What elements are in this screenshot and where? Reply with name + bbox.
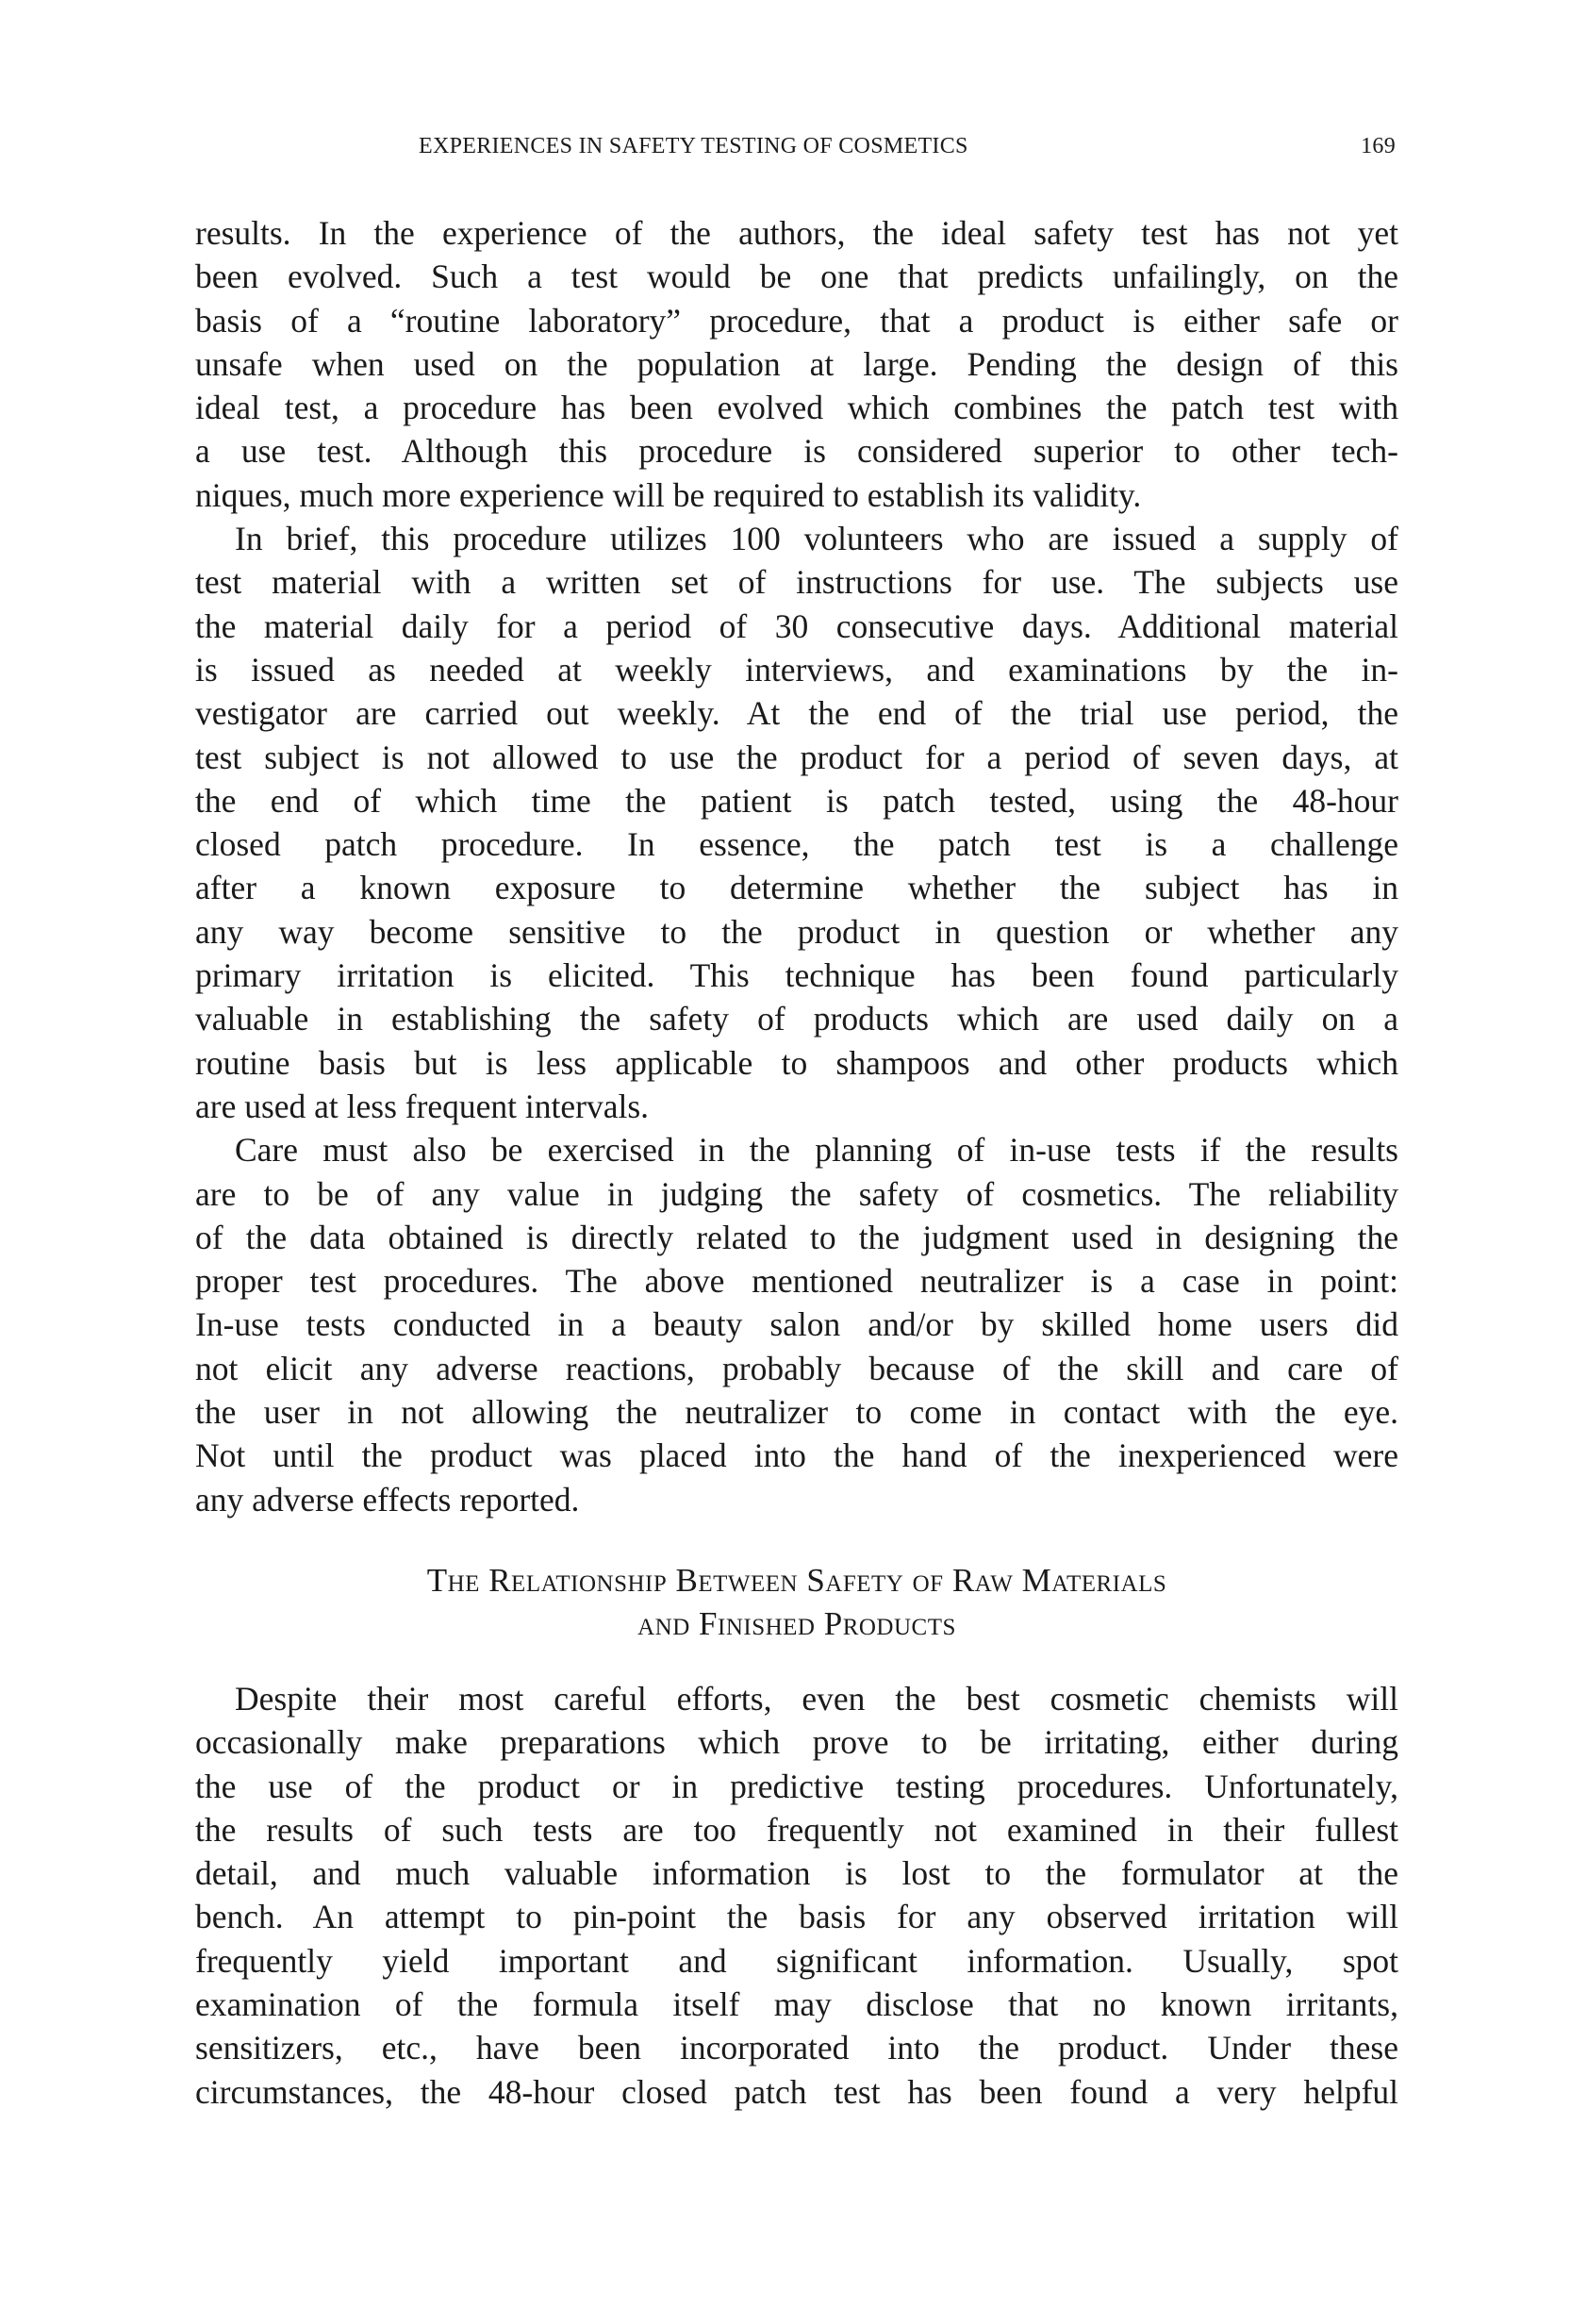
- text-line: the end of which time the patient is patch tested, using the 48-hour: [195, 781, 1398, 820]
- paragraph-3: [195, 1128, 1398, 1521]
- text-line: test material with a written set of instructions for use. The subjects use: [195, 563, 1398, 602]
- text-line: examination of the formula itself may disclose that no known irritants,: [195, 1984, 1398, 2023]
- text-line: bench. An attempt to pin-point the basis for any observed irritation will: [195, 1898, 1398, 1936]
- text-line: circumstances, the 48-hour closed patch test has been found a very helpful: [195, 2072, 1398, 2111]
- text-line: the user in not allowing the neutralizer to come in contact with the eye.: [195, 1393, 1398, 1432]
- running-head: [196, 134, 1396, 172]
- text-line: basis of a “routine laboratory” procedure, that a product is either safe or: [195, 301, 1398, 340]
- text-line: a use test. Although this procedure is considered superior to other tech-: [195, 432, 1398, 471]
- text-line: proper test procedures. The above mentioned neutralizer is a case in point:: [195, 1262, 1398, 1301]
- text-line: valuable in establishing the safety of products which are used daily on a: [195, 1000, 1398, 1038]
- text-line: vestigator are carried out weekly. At the end of the trial use period, the: [195, 694, 1398, 733]
- body-text: [195, 211, 1398, 2114]
- text-line: the use of the product or in predictive testing procedures. Unfortunately,: [195, 1767, 1398, 1805]
- text-line: occasionally make preparations which prove to be irritating, either during: [195, 1723, 1398, 1762]
- paragraph-2: [195, 517, 1398, 1128]
- text-line: closed patch procedure. In essence, the patch test is a challenge: [195, 825, 1398, 864]
- text-line: are to be of any value in judging the safety of cosmetics. The reliability: [195, 1174, 1398, 1213]
- paragraph-4: [195, 1677, 1398, 2114]
- text-line: In-use tests conducted in a beauty salon and/or by skilled home users did: [195, 1305, 1398, 1344]
- section-heading-line-1: The Relationship Between Safety of Raw Materials: [426, 1561, 1167, 1599]
- text-line: is issued as needed at weekly interviews, and examinations by the in-: [195, 650, 1398, 689]
- text-line: the material daily for a period of 30 consecutive days. Additional material: [195, 606, 1398, 645]
- text-line: detail, and much valuable information is lost to the formulator at the: [195, 1854, 1398, 1893]
- text-line: Care must also be exercised in the planning of in-use tests if the results: [235, 1131, 1398, 1170]
- text-line: Not until the product was placed into the hand of the inexperienced were: [195, 1436, 1398, 1475]
- text-line: any adverse effects reported.: [195, 1480, 580, 1519]
- section-heading-line-2: and Finished Products: [637, 1604, 956, 1642]
- text-line: test subject is not allowed to use the product for a period of seven days, at: [195, 738, 1398, 776]
- text-line: not elicit any adverse reactions, probably because of the skill and care of: [195, 1349, 1398, 1387]
- text-line: unsafe when used on the population at large. Pending the design of this: [195, 344, 1398, 383]
- section-heading: [195, 1559, 1398, 1646]
- text-line: after a known exposure to determine whether the subject has in: [195, 869, 1398, 907]
- running-head-title: EXPERIENCES IN SAFETY TESTING OF COSMETICS: [419, 134, 968, 158]
- text-line: In brief, this procedure utilizes 100 volunteers who are issued a supply of: [235, 520, 1398, 558]
- text-line: any way become sensitive to the product in question or whether any: [195, 912, 1398, 951]
- text-line: ideal test, a procedure has been evolved which combines the patch test with: [195, 389, 1398, 427]
- text-line: primary irritation is elicited. This technique has been found particularly: [195, 956, 1398, 995]
- text-line: are used at less frequent intervals.: [195, 1087, 650, 1125]
- text-line: the results of such tests are too frequently not examined in their fullest: [195, 1810, 1398, 1849]
- text-line: niques, much more experience will be required to establish its validity.: [195, 475, 1142, 514]
- text-line: routine basis but is less applicable to shampoos and other products which: [195, 1043, 1398, 1082]
- text-line: been evolved. Such a test would be one that predicts unfailingly, on the: [195, 257, 1398, 296]
- page-number: 169: [1361, 134, 1396, 158]
- text-line: results. In the experience of the authors, the ideal safety test has not yet: [195, 214, 1398, 252]
- paragraph-1: [195, 211, 1398, 517]
- text-line: Despite their most careful efforts, even the best cosmetic chemists will: [235, 1679, 1398, 1718]
- text-line: sensitizers, etc., have been incorporated into the product. Under these: [195, 2029, 1398, 2067]
- text-line: of the data obtained is directly related to the judgment used in designing the: [195, 1218, 1398, 1256]
- text-line: frequently yield important and significant information. Usually, spot: [195, 1941, 1398, 1980]
